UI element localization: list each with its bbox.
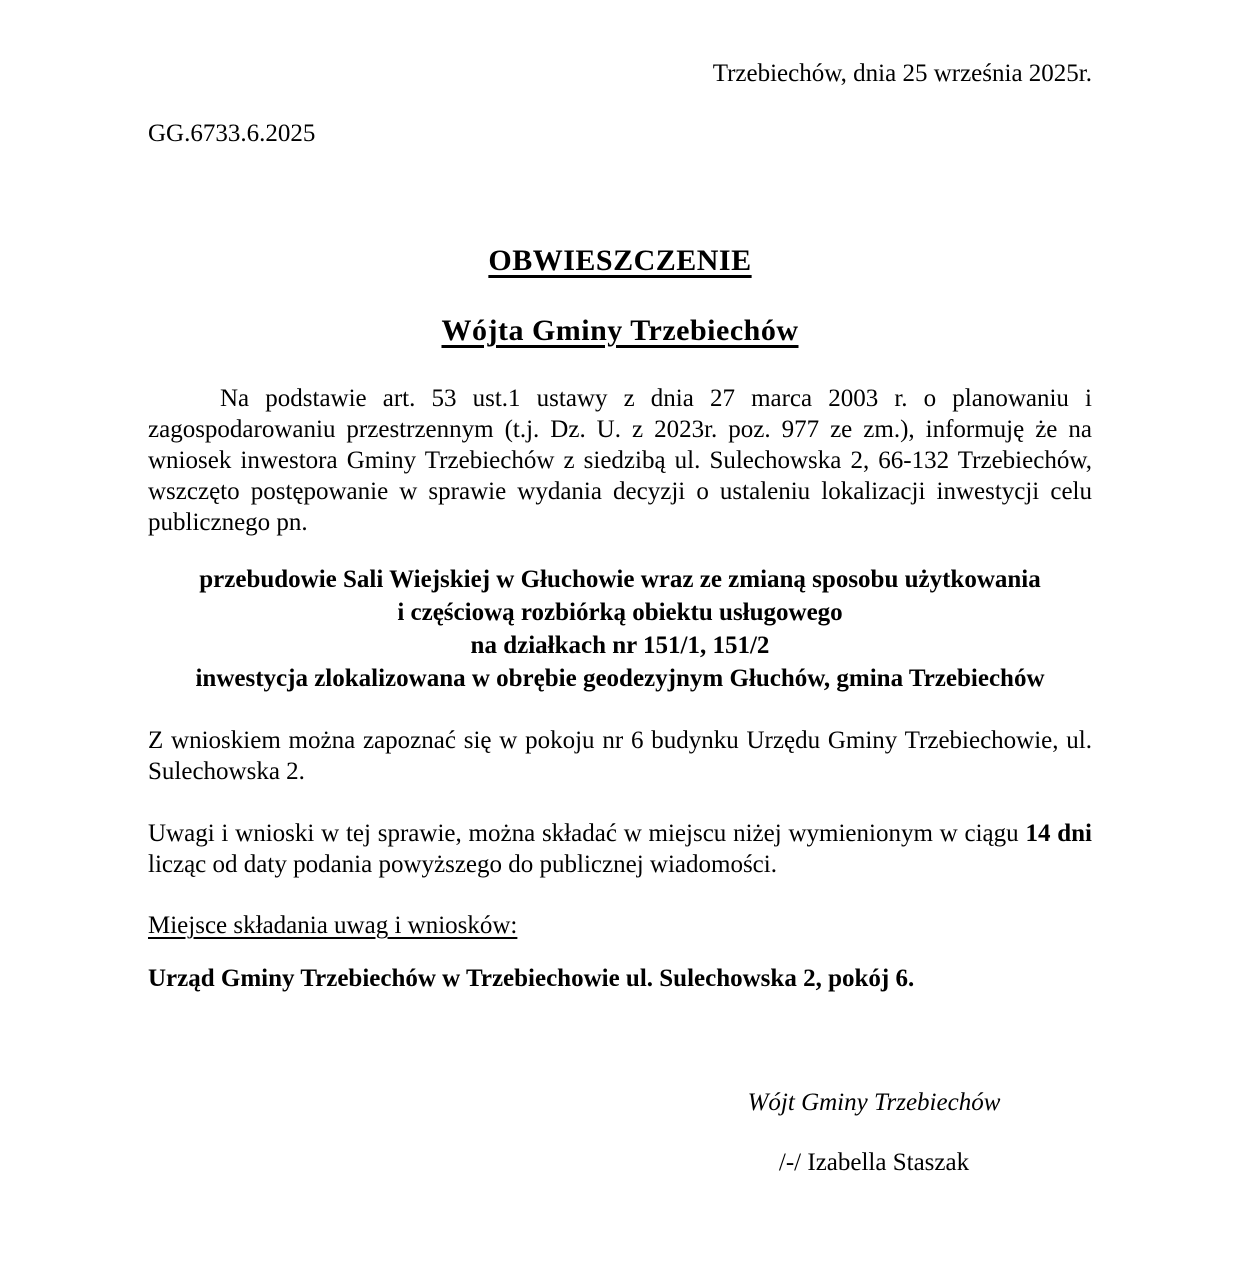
reference-number: GG.6733.6.2025 [148, 120, 316, 147]
project-line-2: i częściową rozbiórką obiektu usługowego [397, 599, 843, 626]
inspection-paragraph: Z wnioskiem można zapoznać się w pokoju nr 6 budynku Urzędu Gminy Trzebiechowie, ul. Sulechowska 2. [148, 727, 1092, 785]
remarks-deadline: 14 dni [1025, 820, 1092, 847]
remarks-text-start: Uwagi i wnioski w tej sprawie, można składać w miejscu niżej wymienionym w ciągu [148, 820, 1026, 847]
submission-place: Urząd Gminy Trzebiechów w Trzebiechowie ul. Sulechowska 2, pokój 6. [148, 965, 915, 992]
project-description [148, 563, 1092, 695]
signatory-name: /-/ Izabella Staszak [778, 1149, 970, 1176]
signatory-title: Wójt Gminy Trzebiechów [747, 1089, 1001, 1116]
project-line-3: na działkach nr 151/1, 151/2 [470, 632, 770, 659]
document-title [148, 243, 1092, 279]
project-line-4: inwestycja zlokalizowana w obrębie geodezyjnym Głuchów, gmina Trzebiechów [195, 665, 1045, 692]
remarks-paragraph [148, 818, 1092, 880]
project-line-1: przebudowie Sali Wiejskiej w Głuchowie wraz ze zmianą sposobu użytkowania [199, 566, 1041, 593]
submission-heading-text: Miejsce składania uwag i wniosków: [148, 912, 518, 939]
intro-paragraph: Na podstawie art. 53 ust.1 ustawy z dnia 27 marca 2003 r. o planowaniu i zagospodarowaniu przestrzennym (t.j. Dz. U. z 2023r. poz. 977 ze zm.), informuję że na wniosek inwestora Gminy Trzebiechów z siedzibą ul. Sulechowska 2, 66-132 Trzebiechów, wszczęto postępowanie w sprawie wydania decyzji o ustaleniu lokalizacji inwestycji celu publicznego pn. [148, 385, 1092, 536]
signature-block [664, 1087, 1084, 1178]
remarks-text-end: licząc od daty podania powyższego do publicznej wiadomości. [148, 851, 777, 878]
submission-heading [148, 910, 1092, 941]
date-line: Trzebiechów, dnia 25 września 2025r. [712, 60, 1092, 87]
document-subtitle-text: Wójta Gminy Trzebiechów [441, 314, 799, 347]
document-title-text: OBWIESZCZENIE [488, 244, 752, 277]
document-subtitle [148, 313, 1092, 349]
